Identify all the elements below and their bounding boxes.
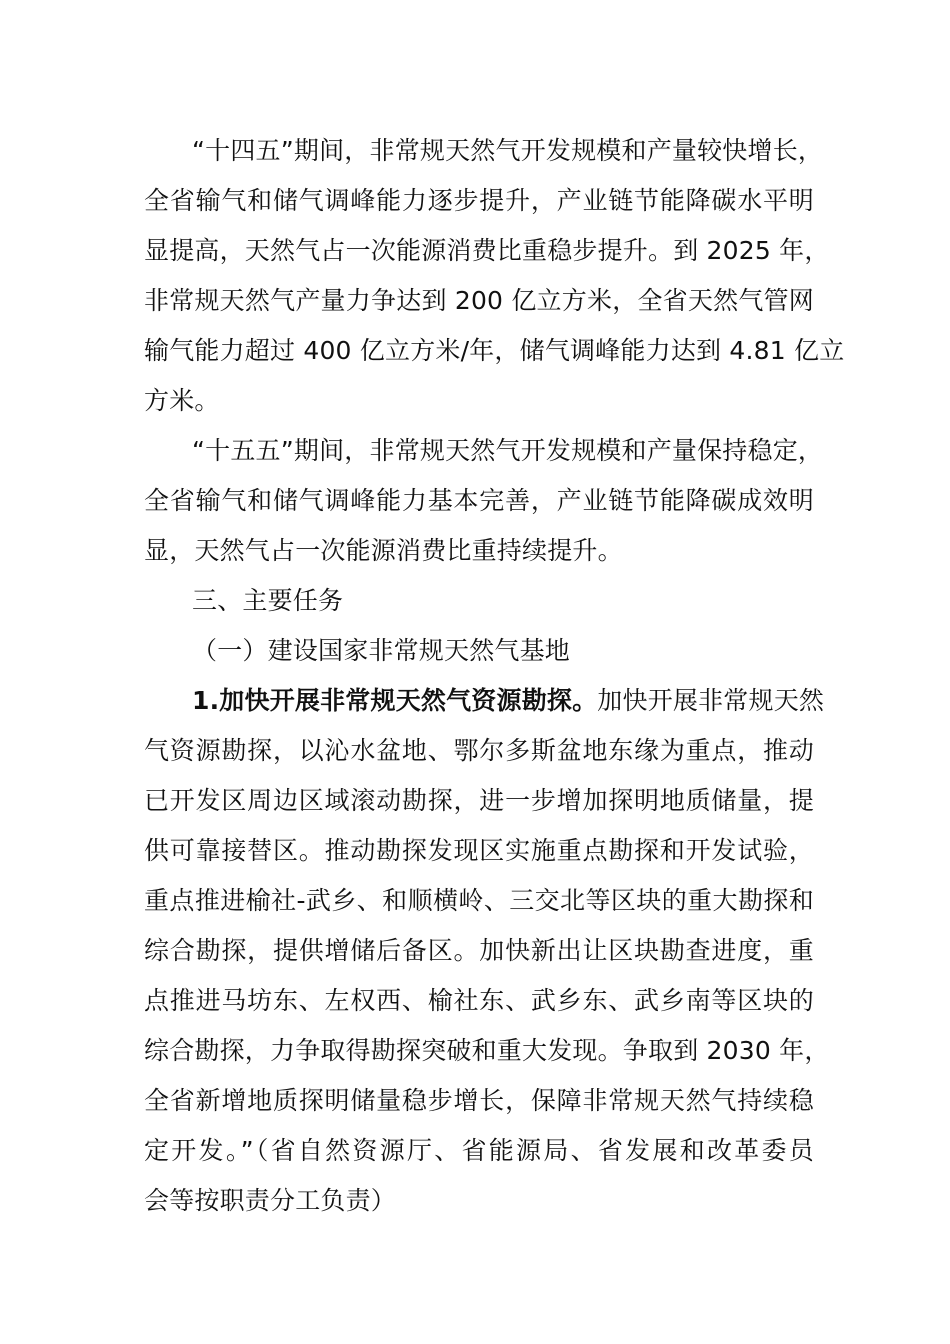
paragraph-line: 显提高，天然气占一次能源消费比重稳步提升。到 2025 年， xyxy=(144,236,830,265)
paragraph-line: 定开发。”（省自然资源厅、省能源局、省发展和改革委员 xyxy=(144,1136,814,1165)
paragraph-line: “十四五”期间，非常规天然气开发规模和产量较快增长， xyxy=(192,136,824,165)
paragraph-line: 全省输气和储气调峰能力逐步提升，产业链节能降碳水平明 xyxy=(144,186,814,215)
section-heading: 三、主要任务 xyxy=(192,586,344,615)
paragraph-line: “十五五”期间，非常规天然气开发规模和产量保持稳定， xyxy=(192,436,824,465)
paragraph-line: 全省新增地质探明储量稳步增长，保障非常规天然气持续稳 xyxy=(144,1086,814,1115)
bold-lead-text: 1.加快开展非常规天然气资源勘探。 xyxy=(192,686,598,715)
paragraph-line: 供可靠接替区。推动勘探发现区实施重点勘探和开发试验， xyxy=(144,836,814,865)
paragraph-line: 输气能力超过 400 亿立方米/年，储气调峰能力达到 4.81 亿立 xyxy=(144,336,845,365)
paragraph-line: 重点推进榆社-武乡、和顺横岭、三交北等区块的重大勘探和 xyxy=(144,886,814,915)
paragraph-lead-line xyxy=(192,683,825,719)
paragraph-line: 已开发区周边区域滚动勘探，进一步增加探明地质储量，提 xyxy=(144,786,814,815)
paragraph-line: 方米。 xyxy=(144,386,220,415)
paragraph-line: 非常规天然气产量力争达到 200 亿立方米，全省天然气管网 xyxy=(144,286,814,315)
lead-rest-text: 加快开展非常规天然 xyxy=(597,686,825,715)
paragraph-line: 综合勘探，提供增储后备区。加快新出让区块勘查进度，重 xyxy=(144,936,814,965)
paragraph-line: 综合勘探，力争取得勘探突破和重大发现。争取到 2030 年， xyxy=(144,1036,830,1065)
subsection-heading: （一）建设国家非常规天然气基地 xyxy=(192,636,571,665)
paragraph-line: 气资源勘探，以沁水盆地、鄂尔多斯盆地东缘为重点，推动 xyxy=(144,736,814,765)
paragraph-line: 显，天然气占一次能源消费比重持续提升。 xyxy=(144,536,623,565)
paragraph-line: 全省输气和储气调峰能力基本完善，产业链节能降碳成效明 xyxy=(144,486,814,515)
paragraph-line: 点推进马坊东、左权西、榆社东、武乡东、武乡南等区块的 xyxy=(144,986,814,1015)
paragraph-line: 会等按职责分工负责） xyxy=(144,1186,397,1215)
